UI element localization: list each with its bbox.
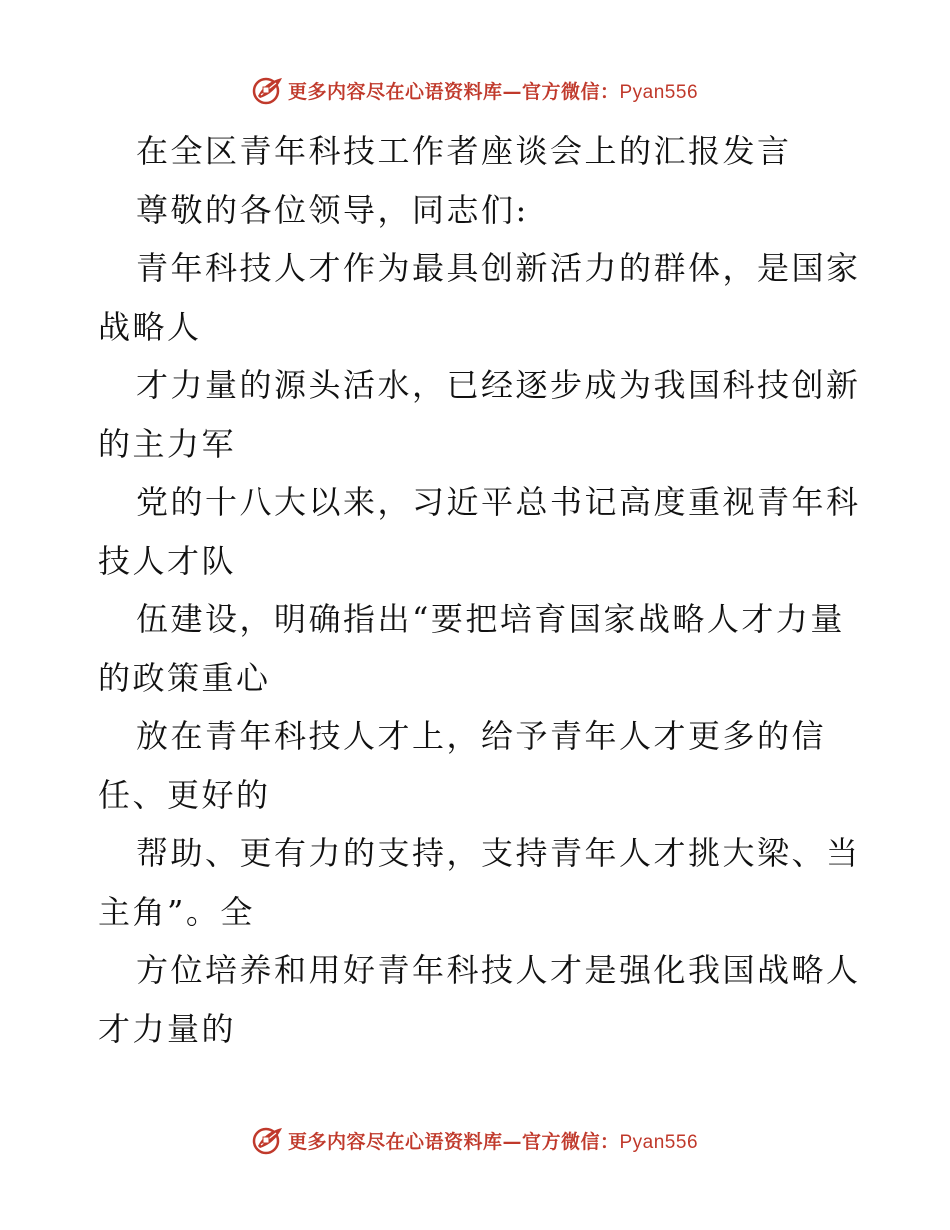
document-line: 战略人 xyxy=(98,307,202,346)
document-line: 在全区青年科技工作者座谈会上的汇报发言 xyxy=(136,132,792,170)
document-line: 才力量的源头活水，已经逐步成为我国科技创新 xyxy=(136,366,861,404)
document-line: 方位培养和用好青年科技人才是强化我国战略人 xyxy=(136,951,861,989)
document-line: 才力量的 xyxy=(98,1009,237,1048)
document-line: 的政策重心 xyxy=(98,658,271,697)
document-line: 的主力军 xyxy=(98,424,237,463)
footer-banner-text xyxy=(288,1127,698,1154)
header-banner-dash: — xyxy=(502,80,522,103)
footer-banner-main: 更多内容尽在心语资料库 xyxy=(287,1130,503,1153)
document-line: 伍建设，明确指出“要把培育国家战略人才力量 xyxy=(136,600,845,638)
footer-watermark-banner xyxy=(0,1120,950,1160)
header-banner-label: 官方微信： xyxy=(521,80,620,103)
document-line: 帮助、更有力的支持，支持青年人才挑大梁、当 xyxy=(136,834,861,872)
footer-banner-dash: — xyxy=(502,1130,522,1153)
red-leaf-logo-icon xyxy=(252,1124,284,1156)
document-body xyxy=(98,122,861,1058)
footer-banner-label: 官方微信： xyxy=(521,1130,620,1153)
document-line: 青年科技人才作为最具创新活力的群体，是国家 xyxy=(136,249,861,287)
document-line: 放在青年科技人才上，给予青年人才更多的信 xyxy=(136,717,827,755)
document-line: 尊敬的各位领导，同志们: xyxy=(136,190,529,229)
header-banner-handle: Pyan556 xyxy=(619,81,699,103)
document-line: 党的十八大以来，习近平总书记高度重视青年科 xyxy=(136,483,861,521)
header-banner-main: 更多内容尽在心语资料库 xyxy=(287,80,503,103)
document-line: 技人才队 xyxy=(98,541,237,580)
header-watermark-banner xyxy=(0,70,950,110)
document-line: 任、更好的 xyxy=(98,775,271,814)
document-line: 主角”。全 xyxy=(98,892,255,931)
header-banner-text xyxy=(288,77,698,104)
red-leaf-logo-icon xyxy=(252,74,284,106)
footer-banner-handle: Pyan556 xyxy=(619,1131,699,1153)
